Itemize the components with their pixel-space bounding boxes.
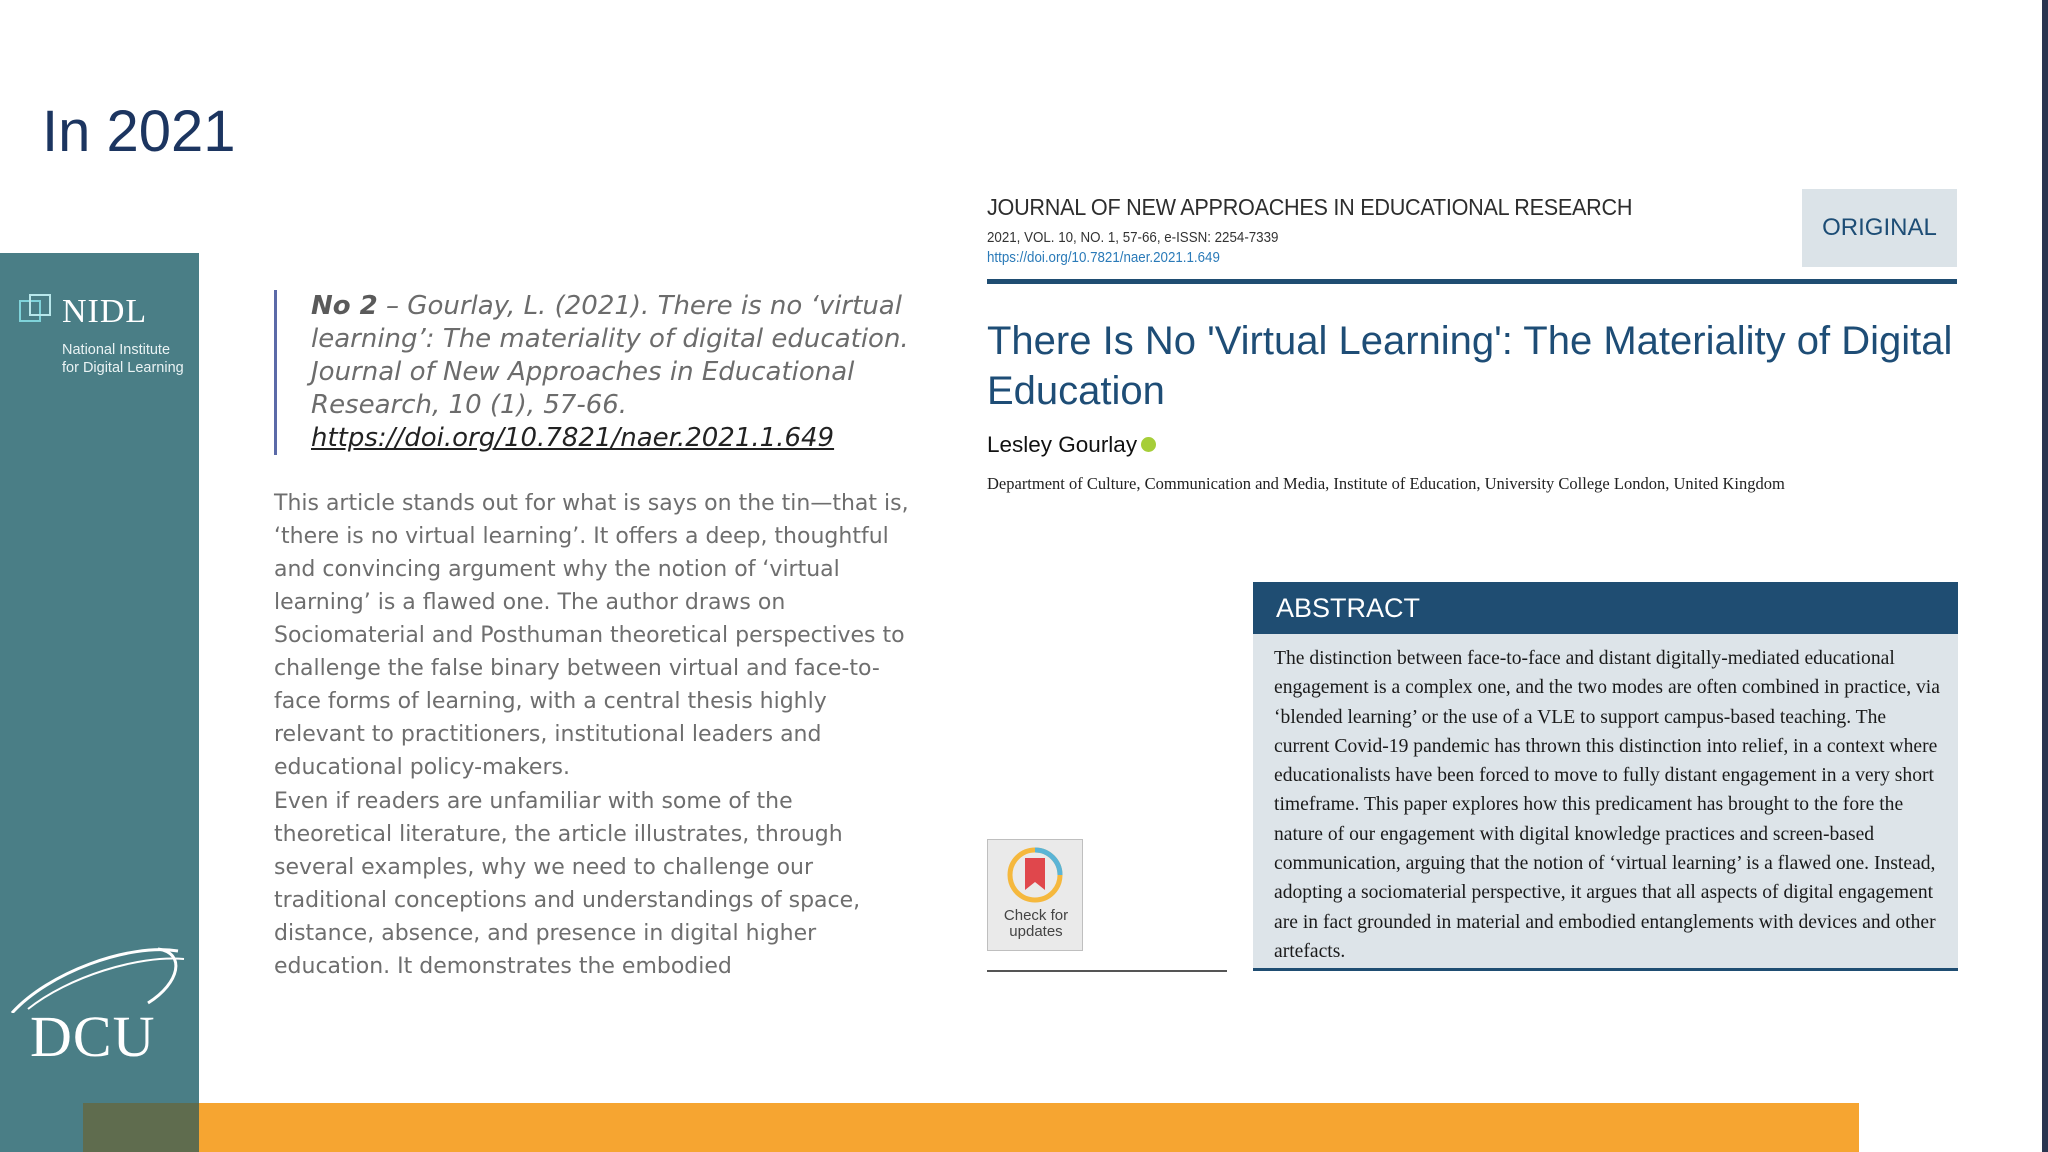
abstract-text: The distinction between face-to-face and distant digitally-mediated educational engagement is a complex one, and the two modes are often combined in practice, via ‘blended learning’ or the use of a VLE to support campus-based teaching. The current Covid-19 pandemic has thrown this distinction into relief, in a context where educationalists have been forced to move to fully distant engagement in a very short timeframe. This paper explores how this predicament has brought to the fore the nature of our engagement with digital knowledge practices and screen-based communication, arguing that the notion of ‘virtual learning’ is a flawed one. Instead, adopting a sociomaterial perspective, it argues that all aspects of digital engagement are in fact grounded in material and embodied entanglements with devices and other artefacts. [1274,648,1940,962]
left-column-rule [987,970,1227,972]
citation-body: – Gourlay, L. (2021). There is no ‘virtual learning’: The materiality of digital education. Journal of New Approaches in Educational Research, 10 (1), 57-66. [311,291,909,420]
slide-right-edge [2042,0,2048,1152]
journal-doi-link[interactable]: https://doi.org/10.7821/naer.2021.1.649 [987,250,1220,266]
check-for-updates-badge[interactable] [987,839,1083,951]
orcid-icon[interactable] [1141,437,1156,452]
abstract-box [1253,582,1958,971]
nidl-subtitle-line2: for Digital Learning [62,360,184,376]
nidl-subtitle [62,341,184,377]
nidl-subtitle-line1: National Institute [62,342,171,358]
dcu-wordmark: DCU [30,1004,156,1069]
bottom-accent-bar [83,1103,1859,1152]
sidebar-panel [0,253,199,1152]
commentary-paragraph-1: This article stands out for what is says on the tin—that is, ‘there is no virtual learning’. It offers a deep, thoughtful and convincing argument why the notion of ‘virtual learning’ is a flawed one. The author draws on Sociomaterial and Posthuman theoretical perspectives to challenge the false binary between virtual and face-to-face forms of learning, with a central thesis highly relevant to practitioners, institutional leaders and educational policy-makers. [274,491,909,780]
nidl-square-icon [18,293,52,327]
nidl-logo [18,293,188,383]
journal-header-rule [987,279,1957,284]
original-badge: ORIGINAL [1802,189,1957,267]
citation-doi-link[interactable]: https://doi.org/10.7821/naer.2021.1.649 [311,423,835,453]
citation-text [311,290,951,455]
paper-affiliation: Department of Culture, Communication and Media, Institute of Education, University College London, United Kingdom [987,474,1785,493]
citation-number: No 2 [311,291,378,321]
paper-title: There Is No 'Virtual Learning': The Materiality of Digital Education [987,319,1953,413]
nidl-wordmark: NIDL [62,293,148,330]
commentary-paragraph-2: Even if readers are unfamiliar with some of the theoretical literature, the article illustrates, through several examples, why we need to challenge our traditional conceptions and understandings of space, distance, absence, and presence in digital higher education. It demonstrates the embodied [274,789,861,979]
paper-author [987,432,1156,458]
abstract-heading: ABSTRACT [1253,582,1958,634]
slide-title: In 2021 [42,99,236,164]
journal-name: JOURNAL OF NEW APPROACHES IN EDUCATIONAL RESEARCH [987,194,1633,220]
author-name: Lesley Gourlay [987,432,1138,457]
bottom-accent-overlap [83,1103,199,1152]
check-updates-label: Check for updates [1003,907,1069,940]
citation-quote [274,290,951,455]
check-updates-icon [1006,846,1064,904]
dcu-logo [8,943,188,1073]
journal-meta: 2021, VOL. 10, NO. 1, 57-66, e-ISSN: 2254-7339 [987,230,1279,246]
